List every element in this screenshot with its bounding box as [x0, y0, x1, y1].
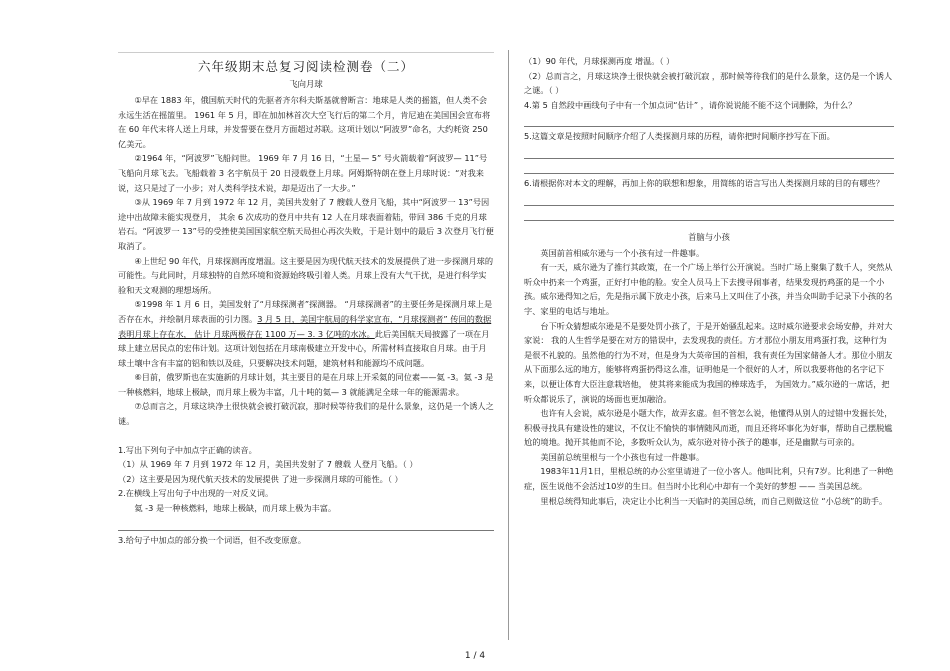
story-paragraph-4: 也许有人会说，威尔逊是小题大作，故弄玄虚。但不管怎么说，他懂得从别人的过错中发掘长处，积极寻找具有建设性的建议，不仅让不愉快的事情随风而逝，而且还将坏事化为好事，帮助自己摆脱尴尬的境地。抛开其他而不论，多数听众认为，威尔逊对待小孩子的趣事，还是幽默与可亲的。: [524, 408, 893, 448]
paragraph-4: ④上世纪 90 年代，月球探测再度增温。这主要是因为现代航天技术的发展提供了进一步探测月球的可能性。与此同时，月球独特的自然环境和资源始终吸引着人类。月球上没有大气干扰，是进行科学实验和天文观测的理想场所。: [118, 255, 494, 295]
answer-line-q6-1[interactable]: [524, 193, 894, 206]
answer-line-q6-2[interactable]: [524, 208, 894, 221]
story-paragraph-5: 美国前总统里根与一个小孩也有过一件趣事。: [540, 451, 705, 462]
paragraph-6: ⑥目前，俄罗斯也在实施新的月球计划，其主要目的是在月球上开采氦的同位素——氦 -3。氦 -3 是一种核燃料，地球上极缺，而月球上极为丰富，几十吨的氦— 3 就能满足全球一年的能源需求。: [118, 372, 494, 397]
story-paragraph-7: 里根总统得知此事后，决定让小比利当一天临时的美国总统，而自己则做这位 “小总统”的助手。: [540, 495, 888, 506]
worksheet-title: 六年级期末总复习阅读检测卷（二）: [197, 59, 414, 74]
top-rule: [118, 52, 494, 53]
underlined-sentence: 3 月 5 日，美国宇航局的科学家宣布，“月球探测者” 传回的数据表明月球上存在水， 估计 月球两极存在 1100 万— 3. 3 亿吨的水冰。: [118, 313, 492, 339]
spacer: [118, 429, 494, 443]
question-2a: 氦 -3 是一种核燃料，地球上极缺，而月球上极为丰富。: [134, 503, 337, 514]
question-2: 2.在横线上写出句子中出现的一对反义词。: [118, 488, 274, 499]
page-number: 1 / 4: [464, 651, 486, 661]
story-paragraph-2: 有一天，威尔逊为了推行其政策，在一个广场上举行公开演说。当时广场上聚集了数千人，突然从听众中扔来一个鸡蛋，正好打中他的脸。安全人员马上下去搜寻闹事者，结果发现扔鸡蛋的是一个小孩。威尔逊得知之后，先是指示属下放走小孩，后来马上又叫住了小孩，并当众叫助手记录下小孩的名字、家里的电话与地址。: [524, 262, 893, 316]
paragraph-5-end: 此后美国航天局披露了一项在月球上建立居民点的宏伟计划。这项计划包括在月球南极建立开发中心，所需材料直接取自月球。由于月球土壤中含有丰富的铝和铁以及硅，只要解决技术问题，建筑材料和能源均不成问题。: [118, 328, 490, 368]
passage-title: 飞向月球: [289, 79, 323, 89]
paragraph-3: ③从 1969 年 7 月到 1972 年 12 月，美国共发射了 7 艘载人登月飞船，其中“阿波罗一 13”号因途中出故障未能实现登月， 其余 6 次成功的登月中共有 12 人在月球表面着陆，带回 386 千克的月球岩石。“阿波罗一 13”号的受挫使美国国家航空航天局担心再次失败，于是计划中的最后 3 次登月飞行便取消了。: [118, 197, 494, 251]
question-4: 4.第 5 自然段中画线句子中有一个加点词“估计” ，请你说说能不能不这个词删除，为什么？: [524, 99, 857, 110]
answer-line-q5-1[interactable]: [524, 146, 894, 159]
question-1: 1.写出下列句子中加点字正确的读音。: [118, 444, 257, 455]
story-paragraph-3: 台下听众猜想威尔逊是不是要处罚小孩了，于是开始骚乱起来。这时威尔逊要求会场安静，并对大家说： 我的人生哲学是要在对方的错误中，去发现我的责任。方才那位小朋友用鸡蛋打我，这种行为是很不礼貌的。虽然他的行为不对，但是身为大英帝国的首相，我有责任为国家储备人才。那位小朋友从下面那么远的地方，能够将鸡蛋扔得这么准，证明他是一个很好的人才，所以我要将他的名字记下来，以便让体育大臣注意栽培他， 使其将来能成为我国的棒球选手， 为国效力。”威尔逊的一席话，把听众都说乐了，演说的场面也更加融洽。: [524, 320, 893, 404]
column-divider: [508, 50, 509, 640]
question-3: 3.给句子中加点的部分换一个词语，但不改变原意。: [118, 534, 306, 545]
question-1b: （2）这主要是因为现代航天技术的发展提供 了进一步探测月球的可能性。（ ）: [118, 473, 403, 484]
story-title: 首脑与小孩: [688, 231, 730, 242]
paragraph-7: ⑦总而言之，月球这块净土很快就会被打破沉寂，那时候等待我们的是什么景象，这仍是一个诱人之谜。: [118, 401, 494, 427]
right-column: [524, 54, 894, 508]
paragraph-5: [118, 297, 494, 370]
paragraph-2: ②1964 年，“阿波罗”飞船问世。 1969 年 7 月 16 日，“土星— 5” 号火箭载着“阿波罗— 11”号飞船向月球飞去。飞船载着 3 名宇航员于 20 日浸载登上月球。阿姆斯特朗在登上月球时说：“对我来说，这只是过了一小步；对人类科学技术说，却是迈出了一大步。”: [118, 153, 488, 193]
answer-line-q4[interactable]: [524, 114, 894, 127]
story-paragraph-6: 1983年11月1日，里根总统的办公室里请进了一位小客人。他叫比利，只有7岁。比利患了一种绝症，医生说他不会活过10岁的生日。但当时小比利心中却有一个美好的梦想 —— 当美国总统。: [524, 466, 894, 492]
paragraph-1: ①早在 1883 年，俄国航天时代的先驱者齐尔科夫斯基就曾断言：地球是人类的摇篮，但人类不会永远生活在摇篮里。 1961 年 5 月，即在加加林首次大空飞行后的第二个月，肯尼迪在美国国会宣布将在 60 年代末将人送上月球，并发誓要在登月方面超过苏联。这项计划以“阿波罗”命名，大约耗资 250 亿美元。: [118, 95, 491, 149]
story-paragraph-1: 英国前首相威尔逊与一个小孩有过一件趣事。: [540, 247, 705, 258]
paragraph-5-start: ⑤1998 年 1 月 6 日，美国发射了“月球探测者”探测器。 “月球探测者”的主要任务是探测月球上是否存在水，并绘制月球表面的引力图。: [118, 299, 493, 324]
answer-line-q5-2[interactable]: [524, 161, 894, 174]
answer-line-q2[interactable]: [118, 518, 494, 531]
question-1a: （1）从 1969 年 7 月到 1972 年 12 月，美国共发射了 7 艘载 人登月飞船。（ ）: [118, 459, 418, 470]
question-3-item-2: （2）总而言之，月球这块净土很快就会被打破沉寂 ，那时候等待我们的是什么景象，这仍是一个诱人之谜。（ ）: [524, 70, 893, 96]
question-3-item-1: （1）90 年代，月球探测再度 增温。（ ）: [524, 56, 675, 66]
spacer: [524, 223, 894, 229]
question-6: 6.请根据你对本文的理解，再加上你的联想和想象，用简练的语言写出人类探测月球的目的有哪些？: [524, 177, 884, 188]
left-column: [118, 54, 494, 547]
question-5: 5.这篇文章是按照时间顺序介绍了人类探测月球的历程，请你把时间顺序抄写在下面。: [524, 131, 835, 142]
